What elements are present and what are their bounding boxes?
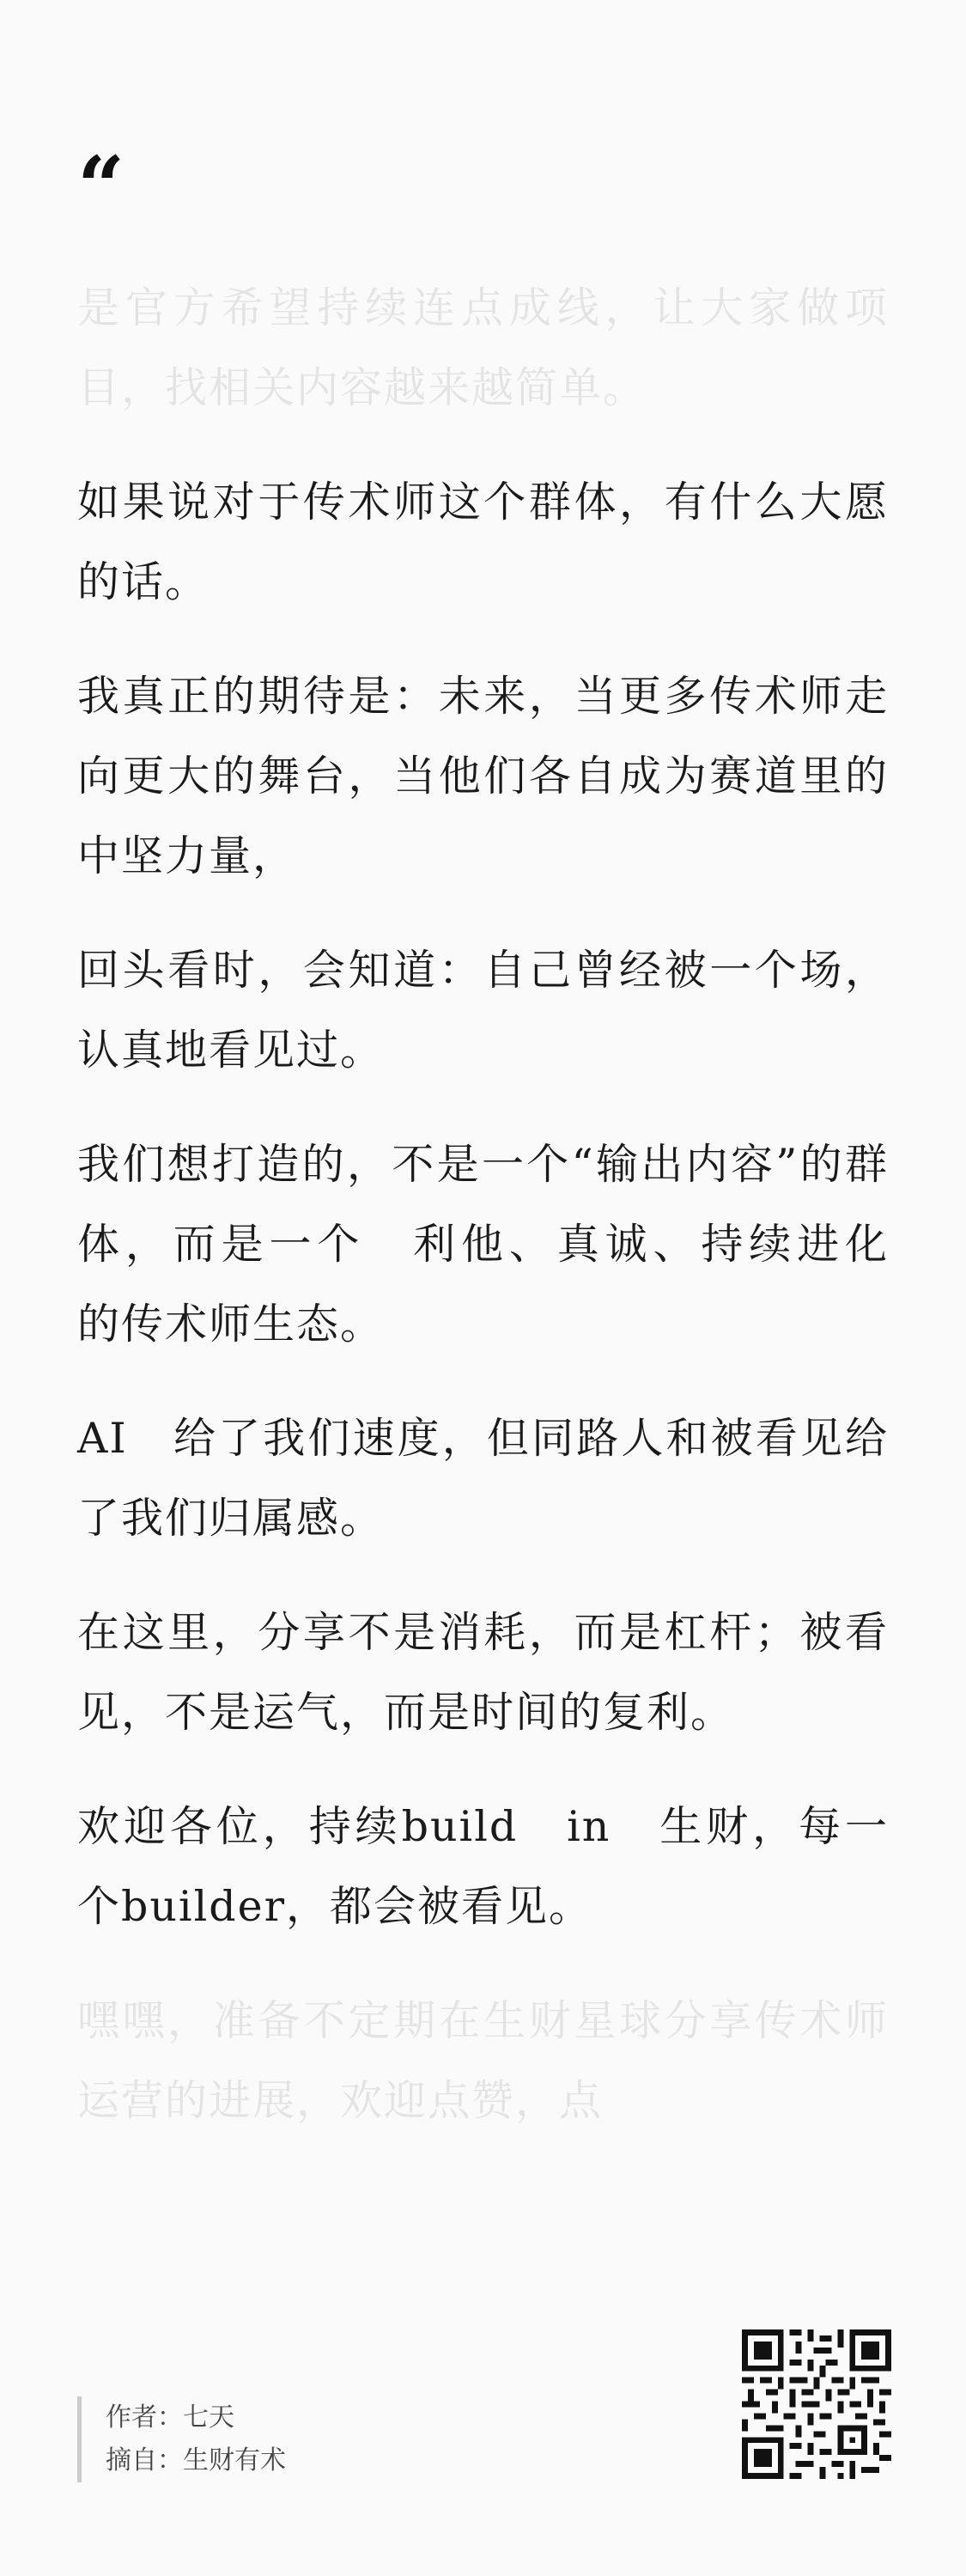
paragraph: 我真正的期待是：未来，当更多传术师走向更大的舞台，当他们各自成为赛道里的中坚力量， xyxy=(77,672,889,880)
paragraph: 如果说对于传术师这个群体，有什么大愿的话。 xyxy=(77,478,889,606)
paragraph-faded-top: 是官方希望持续连点成线，让大家做项目，找相关内容越来越简单。 xyxy=(77,283,889,412)
paragraph: 回头看时，会知道：自己曾经被一个场，认真地看见过。 xyxy=(77,946,889,1075)
attribution xyxy=(77,2396,286,2482)
paragraph: 欢迎各位，持续build in 生财，每一个builder，都会被看见。 xyxy=(77,1802,889,1931)
paragraph-faded-bottom: 嘿嘿，准备不定期在生财星球分享传术师运营的进展，欢迎点赞，点 xyxy=(77,1996,889,2125)
article-body xyxy=(77,268,933,2141)
qr-code-icon[interactable] xyxy=(742,2329,891,2479)
open-quote-icon: “ xyxy=(77,138,125,235)
paragraph: AI 给了我们速度，但同路人和被看见给了我们归属感。 xyxy=(77,1414,889,1543)
paragraph: 在这里，分享不是消耗，而是杠杆；被看见，不是运气，而是时间的复利。 xyxy=(77,1608,889,1737)
source-line: 摘自：生财有术 xyxy=(106,2445,286,2476)
author-line: 作者：七天 xyxy=(106,2402,234,2433)
paragraph: 我们想打造的，不是一个“输出内容”的群体，而是一个 利他、真诚、持续进化 的传术师生态。 xyxy=(77,1140,933,1349)
